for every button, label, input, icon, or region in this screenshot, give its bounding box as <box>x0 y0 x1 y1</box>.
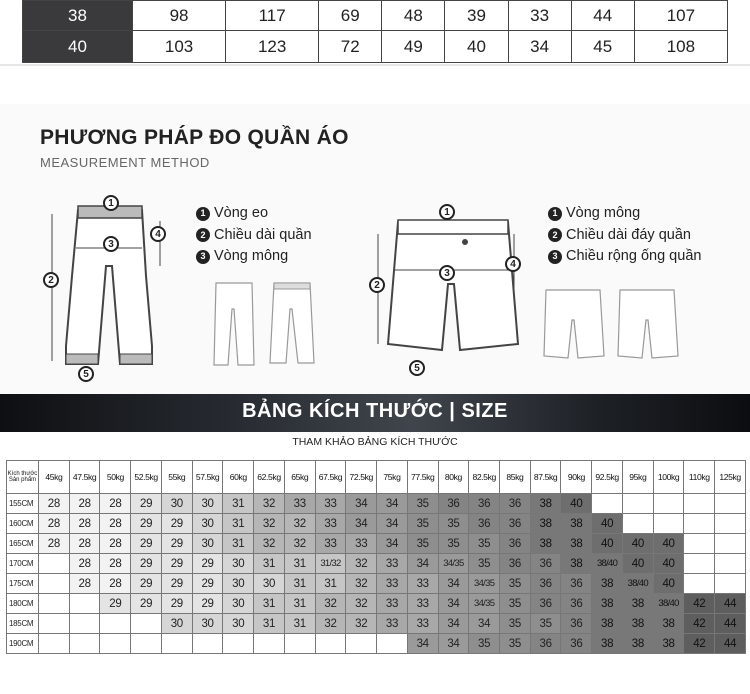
size-value-cell: 30 <box>223 594 254 614</box>
size-value-cell: 42 <box>684 634 715 654</box>
legend-number: 3 <box>548 250 562 264</box>
size-value-cell: 32 <box>254 514 285 534</box>
size-value-cell: 33 <box>377 574 408 594</box>
size-value-cell <box>39 594 70 614</box>
size-value-cell: 36 <box>561 634 592 654</box>
shorts-diagram <box>368 204 528 364</box>
size-value-cell: 31/32 <box>315 554 346 574</box>
weight-header: 100kg <box>653 461 684 494</box>
size-value-cell: 34/35 <box>469 594 500 614</box>
table-cell: 44 <box>571 1 634 31</box>
size-value-cell: 28 <box>39 494 70 514</box>
legend-item <box>196 225 312 247</box>
size-value-cell: 29 <box>131 494 162 514</box>
size-value-cell <box>622 494 653 514</box>
size-value-cell: 29 <box>161 574 192 594</box>
size-value-cell: 36 <box>500 554 531 574</box>
size-value-cell: 29 <box>192 574 223 594</box>
method-subtitle: MEASUREMENT METHOD <box>40 155 210 170</box>
size-value-cell: 32 <box>346 614 377 634</box>
size-value-cell: 35 <box>469 554 500 574</box>
weight-header: 85kg <box>500 461 531 494</box>
size-value-cell: 30 <box>192 614 223 634</box>
size-value-cell: 32 <box>254 534 285 554</box>
size-value-cell: 38 <box>653 634 684 654</box>
size-value-cell: 32 <box>254 494 285 514</box>
height-header: 165CM <box>7 534 39 554</box>
size-value-cell: 28 <box>69 514 100 534</box>
size-value-cell <box>284 634 315 654</box>
size-value-cell: 42 <box>684 594 715 614</box>
size-value-cell <box>684 574 715 594</box>
size-value-cell: 35 <box>407 534 438 554</box>
weight-header: 95kg <box>622 461 653 494</box>
size-value-cell: 32 <box>284 534 315 554</box>
size-value-cell: 38 <box>530 534 561 554</box>
size-value-cell: 34/35 <box>438 554 469 574</box>
table-row <box>7 634 746 654</box>
size-value-cell: 36 <box>561 594 592 614</box>
size-value-cell: 28 <box>39 534 70 554</box>
size-value-cell: 34 <box>469 614 500 634</box>
size-value-cell: 36 <box>530 554 561 574</box>
legend-label: Chiều dài đáy quần <box>566 226 691 243</box>
table-row <box>7 534 746 554</box>
size-value-cell: 44 <box>715 594 746 614</box>
size-value-cell: 40 <box>653 554 684 574</box>
size-cell: 40 <box>23 31 133 63</box>
legend-item <box>548 246 701 268</box>
size-value-cell: 38 <box>622 614 653 634</box>
corner-header: Kích thước Sản phẩm <box>7 461 39 494</box>
pants-marker-5: 5 <box>78 366 94 382</box>
size-value-cell: 38 <box>561 554 592 574</box>
size-value-cell: 28 <box>39 514 70 534</box>
size-value-cell: 33 <box>377 614 408 634</box>
size-value-cell: 38 <box>530 514 561 534</box>
size-value-cell: 32 <box>346 554 377 574</box>
legend-label: Vòng mông <box>214 248 289 264</box>
shorts-legend <box>548 203 701 268</box>
table-cell: 33 <box>508 1 571 31</box>
size-cell: 38 <box>23 1 133 31</box>
size-value-cell: 35 <box>530 614 561 634</box>
size-value-cell: 38/40 <box>622 574 653 594</box>
weight-header: 80kg <box>438 461 469 494</box>
size-value-cell: 38 <box>592 574 623 594</box>
shorts-marker-4: 4 <box>505 256 521 272</box>
size-value-cell <box>131 614 162 634</box>
shorts-marker-2: 2 <box>369 277 385 293</box>
size-value-cell: 36 <box>438 494 469 514</box>
size-value-cell: 31 <box>284 554 315 574</box>
method-title: PHƯƠNG PHÁP ĐO QUẦN ÁO <box>40 126 349 149</box>
size-value-cell: 35 <box>407 514 438 534</box>
size-value-cell: 36 <box>530 634 561 654</box>
legend-label: Chiều rộng ống quần <box>566 248 702 264</box>
size-value-cell: 31 <box>254 614 285 634</box>
size-value-cell: 36 <box>561 574 592 594</box>
table-cell: 45 <box>571 31 634 63</box>
size-value-cell: 33 <box>284 494 315 514</box>
size-value-cell <box>254 634 285 654</box>
divider <box>0 64 750 66</box>
table-cell: 40 <box>445 31 508 63</box>
size-value-cell: 38/40 <box>592 554 623 574</box>
size-value-cell: 29 <box>131 514 162 534</box>
size-value-cell: 29 <box>100 594 131 614</box>
size-value-cell <box>684 554 715 574</box>
size-value-cell: 30 <box>223 574 254 594</box>
size-value-cell: 40 <box>592 514 623 534</box>
pants-marker-1: 1 <box>103 195 119 211</box>
table-cell: 108 <box>634 31 727 63</box>
size-value-cell <box>39 614 70 634</box>
size-value-cell: 28 <box>100 574 131 594</box>
height-header: 180CM <box>7 594 39 614</box>
size-value-cell: 30 <box>223 554 254 574</box>
table-cell: 48 <box>382 1 445 31</box>
size-value-cell: 30 <box>192 494 223 514</box>
size-value-cell: 36 <box>530 594 561 614</box>
weight-header: 50kg <box>100 461 131 494</box>
legend-item <box>196 203 312 225</box>
size-value-cell <box>684 514 715 534</box>
size-value-cell: 31 <box>315 574 346 594</box>
top-table-row <box>23 31 728 63</box>
size-value-cell <box>223 634 254 654</box>
size-value-cell: 28 <box>100 554 131 574</box>
size-value-cell: 34 <box>346 494 377 514</box>
size-value-cell: 35 <box>438 514 469 534</box>
size-value-cell: 40 <box>653 534 684 554</box>
table-cell: 98 <box>133 1 226 31</box>
table-cell: 49 <box>382 31 445 63</box>
legend-item <box>196 246 312 268</box>
size-value-cell: 29 <box>161 534 192 554</box>
top-table-row <box>23 1 728 31</box>
size-value-cell <box>377 634 408 654</box>
size-value-cell: 31 <box>223 514 254 534</box>
shorts-marker-1: 1 <box>439 204 455 220</box>
weight-header: 82.5kg <box>469 461 500 494</box>
legend-number: 2 <box>196 228 210 242</box>
weight-header: 90kg <box>561 461 592 494</box>
size-value-cell: 38 <box>653 614 684 634</box>
size-value-cell: 28 <box>100 494 131 514</box>
size-value-cell <box>100 614 131 634</box>
size-value-cell: 36 <box>500 534 531 554</box>
size-value-cell: 33 <box>377 594 408 614</box>
size-value-cell: 35 <box>500 574 531 594</box>
weight-header: 125kg <box>715 461 746 494</box>
size-value-cell: 30 <box>161 614 192 634</box>
size-value-cell: 29 <box>131 594 162 614</box>
size-value-cell: 32 <box>346 594 377 614</box>
size-value-cell: 34 <box>377 534 408 554</box>
size-value-cell: 40 <box>592 534 623 554</box>
size-value-cell <box>592 494 623 514</box>
table-cell: 72 <box>319 31 382 63</box>
size-value-cell: 34 <box>407 634 438 654</box>
legend-number: 1 <box>196 207 210 221</box>
height-header: 190CM <box>7 634 39 654</box>
size-value-cell: 38 <box>592 614 623 634</box>
size-value-cell: 31 <box>223 494 254 514</box>
size-value-cell: 35 <box>438 534 469 554</box>
size-value-cell: 34 <box>438 634 469 654</box>
size-value-cell: 29 <box>131 534 162 554</box>
pants-legend <box>196 203 312 268</box>
size-value-cell: 36 <box>500 494 531 514</box>
size-value-cell <box>315 634 346 654</box>
weight-header: 60kg <box>223 461 254 494</box>
size-value-cell: 28 <box>100 514 131 534</box>
weight-header: 92.5kg <box>592 461 623 494</box>
table-row <box>7 614 746 634</box>
size-value-cell: 35 <box>500 634 531 654</box>
height-header: 185CM <box>7 614 39 634</box>
table-row <box>7 594 746 614</box>
size-value-cell <box>715 494 746 514</box>
table-row <box>7 494 746 514</box>
size-value-cell: 38 <box>622 594 653 614</box>
weight-header: 65kg <box>284 461 315 494</box>
size-value-cell: 38 <box>592 634 623 654</box>
size-value-cell: 33 <box>315 494 346 514</box>
table-cell: 123 <box>226 31 319 63</box>
size-value-cell: 31 <box>254 554 285 574</box>
size-value-cell: 30 <box>254 574 285 594</box>
legend-item <box>548 203 701 225</box>
size-value-cell: 34 <box>438 614 469 634</box>
size-value-cell: 30 <box>192 514 223 534</box>
pants-diagram <box>40 196 170 376</box>
size-value-cell: 28 <box>69 494 100 514</box>
size-chart-subtitle: THAM KHẢO BẢNG KÍCH THƯỚC <box>292 436 458 448</box>
weight-header: 45kg <box>39 461 70 494</box>
size-value-cell: 34 <box>377 514 408 534</box>
size-value-cell: 44 <box>715 634 746 654</box>
height-header: 170CM <box>7 554 39 574</box>
size-value-cell: 36 <box>469 514 500 534</box>
weight-header: 55kg <box>161 461 192 494</box>
size-value-cell: 33 <box>407 574 438 594</box>
pants-thumbnails <box>210 279 325 369</box>
size-value-cell: 31 <box>284 594 315 614</box>
size-value-cell: 29 <box>161 594 192 614</box>
size-value-cell: 33 <box>407 614 438 634</box>
shorts-marker-3: 3 <box>439 265 455 281</box>
banner-title: BẢNG KÍCH THƯỚC | SIZE <box>242 400 508 422</box>
legend-label: Vòng mông <box>566 205 641 221</box>
size-value-cell <box>715 574 746 594</box>
table-cell: 103 <box>133 31 226 63</box>
table-cell: 39 <box>445 1 508 31</box>
legend-item <box>548 225 701 247</box>
size-value-cell: 33 <box>346 534 377 554</box>
size-value-cell <box>161 634 192 654</box>
size-value-cell: 32 <box>284 514 315 534</box>
legend-label: Chiều dài quần <box>214 226 312 243</box>
size-value-cell: 38 <box>622 634 653 654</box>
size-value-cell: 35 <box>469 634 500 654</box>
size-value-cell: 40 <box>622 554 653 574</box>
size-value-cell <box>715 514 746 534</box>
size-value-cell: 30 <box>192 534 223 554</box>
size-value-cell: 36 <box>500 514 531 534</box>
height-header: 155CM <box>7 494 39 514</box>
table-row <box>7 554 746 574</box>
size-value-cell: 33 <box>377 554 408 574</box>
size-value-cell: 32 <box>315 594 346 614</box>
size-value-cell <box>69 634 100 654</box>
size-value-cell <box>192 634 223 654</box>
size-value-cell: 33 <box>315 514 346 534</box>
size-value-cell <box>69 614 100 634</box>
size-value-cell: 28 <box>69 534 100 554</box>
weight-header: 75kg <box>377 461 408 494</box>
size-value-cell: 31 <box>284 574 315 594</box>
size-value-cell: 34 <box>377 494 408 514</box>
legend-number: 1 <box>548 207 562 221</box>
size-value-cell: 34/35 <box>469 574 500 594</box>
size-value-cell <box>69 594 100 614</box>
size-value-cell: 38 <box>561 514 592 534</box>
size-value-cell: 31 <box>254 594 285 614</box>
size-value-cell <box>100 634 131 654</box>
size-value-cell: 36 <box>530 574 561 594</box>
size-value-cell: 30 <box>161 494 192 514</box>
size-value-cell: 29 <box>161 514 192 534</box>
size-value-cell <box>715 534 746 554</box>
size-value-cell: 32 <box>315 614 346 634</box>
size-value-cell: 34 <box>438 574 469 594</box>
size-value-cell: 36 <box>561 614 592 634</box>
size-value-cell: 34 <box>438 594 469 614</box>
weight-header: 47.5kg <box>69 461 100 494</box>
size-value-cell <box>715 554 746 574</box>
size-value-cell <box>39 634 70 654</box>
size-value-cell: 29 <box>161 554 192 574</box>
size-value-cell <box>653 494 684 514</box>
size-value-cell: 35 <box>469 534 500 554</box>
size-value-cell: 33 <box>407 594 438 614</box>
size-banner <box>0 394 750 432</box>
size-value-cell <box>622 514 653 534</box>
size-value-cell: 38 <box>592 594 623 614</box>
measurement-method-section <box>0 104 750 394</box>
size-value-cell <box>684 534 715 554</box>
size-value-cell: 29 <box>192 554 223 574</box>
size-value-cell: 34 <box>407 554 438 574</box>
height-header: 160CM <box>7 514 39 534</box>
size-value-cell: 38 <box>561 534 592 554</box>
size-value-cell: 38/40 <box>653 594 684 614</box>
top-size-table <box>22 0 728 63</box>
table-cell: 117 <box>226 1 319 31</box>
weight-header: 72.5kg <box>346 461 377 494</box>
weight-header: 67.5kg <box>315 461 346 494</box>
size-value-cell: 29 <box>192 594 223 614</box>
size-value-cell: 35 <box>500 614 531 634</box>
shorts-thumbnails <box>540 284 680 364</box>
size-value-cell: 35 <box>500 594 531 614</box>
size-value-cell: 28 <box>69 574 100 594</box>
weight-header: 77.5kg <box>407 461 438 494</box>
size-value-cell <box>39 574 70 594</box>
legend-label: Vòng eo <box>214 205 269 221</box>
size-value-cell <box>131 634 162 654</box>
size-value-cell: 29 <box>131 574 162 594</box>
size-value-cell: 34 <box>346 514 377 534</box>
size-value-cell <box>684 494 715 514</box>
size-value-cell <box>653 514 684 534</box>
size-value-cell: 32 <box>346 574 377 594</box>
size-value-cell: 31 <box>223 534 254 554</box>
size-value-cell: 36 <box>469 494 500 514</box>
weight-header: 57.5kg <box>192 461 223 494</box>
table-cell: 69 <box>319 1 382 31</box>
weight-header: 110kg <box>684 461 715 494</box>
size-chart-table <box>6 460 746 654</box>
size-value-cell: 40 <box>622 534 653 554</box>
size-value-cell: 44 <box>715 614 746 634</box>
size-value-cell: 40 <box>653 574 684 594</box>
table-cell: 34 <box>508 31 571 63</box>
legend-number: 2 <box>548 228 562 242</box>
table-row <box>7 574 746 594</box>
shorts-marker-5: 5 <box>409 360 425 376</box>
size-value-cell <box>39 554 70 574</box>
pants-marker-2: 2 <box>43 272 59 288</box>
size-value-cell: 35 <box>407 494 438 514</box>
size-value-cell: 28 <box>69 554 100 574</box>
weight-header: 62.5kg <box>254 461 285 494</box>
size-value-cell: 42 <box>684 614 715 634</box>
weight-header: 87.5kg <box>530 461 561 494</box>
size-value-cell: 33 <box>315 534 346 554</box>
table-cell: 107 <box>634 1 727 31</box>
size-value-cell: 30 <box>223 614 254 634</box>
size-value-cell: 29 <box>131 554 162 574</box>
table-row <box>7 514 746 534</box>
size-value-cell: 31 <box>284 614 315 634</box>
legend-number: 3 <box>196 250 210 264</box>
height-header: 175CM <box>7 574 39 594</box>
size-value-cell <box>346 634 377 654</box>
size-value-cell: 40 <box>561 494 592 514</box>
size-value-cell: 38 <box>530 494 561 514</box>
weight-header: 52.5kg <box>131 461 162 494</box>
pants-marker-3: 3 <box>103 236 119 252</box>
pants-marker-4: 4 <box>150 226 166 242</box>
size-value-cell: 28 <box>100 534 131 554</box>
